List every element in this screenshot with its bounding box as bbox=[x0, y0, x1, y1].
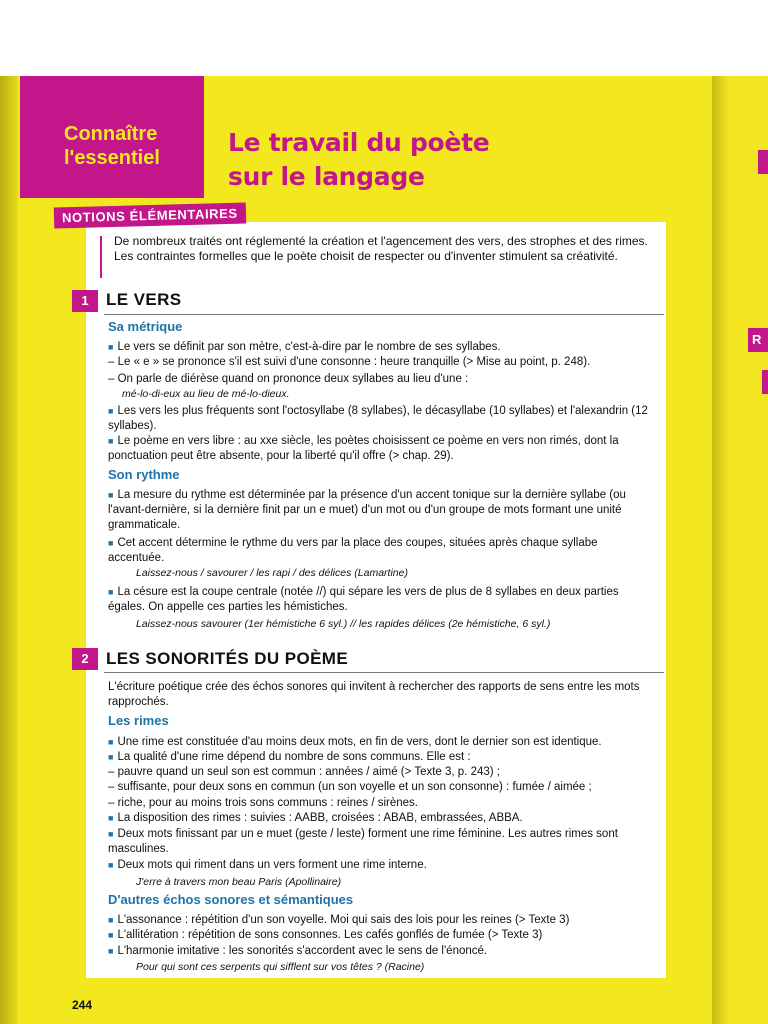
facing-page-letter: R bbox=[748, 328, 768, 352]
paragraph: ■ La disposition des rimes : suivies : AABB, croisées : ABAB, embrassées, ABBA. bbox=[108, 812, 523, 824]
paragraph: ■ Le poème en vers libre : au xxe siècle, les poètes choisissent ce poème en vers non rimés, dont la ponctuation peut être absente, pour la liberté qu'il offre (> chap. 29). bbox=[108, 435, 619, 462]
subsection-title: Les rimes bbox=[108, 713, 169, 728]
example: J'erre à travers mon beau Paris (Apollinaire) bbox=[136, 876, 342, 888]
subsection-title: D'autres échos sonores et sémantiques bbox=[108, 892, 354, 907]
facing-page bbox=[712, 76, 768, 1024]
section-number: 1 bbox=[72, 290, 98, 312]
paragraph: ■ La qualité d'une rime dépend du nombre de sons communs. Elle est : bbox=[108, 751, 471, 763]
paragraph: ■ L'assonance : répétition d'un son voyelle. Moi qui sais des lois pour les reines (> Texte 3) bbox=[108, 914, 570, 926]
paragraph: ■ Le vers se définit par son mètre, c'est-à-dire par le nombre de ses syllabes. bbox=[108, 341, 501, 353]
paragraph: – riche, pour au moins trois sons communs : reines / sirènes. bbox=[108, 797, 418, 809]
paragraph: L'écriture poétique crée des échos sonores qui invitent à rechercher des rapports de sens entre les mots rapprochés. bbox=[108, 681, 640, 708]
book-spine bbox=[0, 76, 18, 1024]
chapter-kicker: Connaître l'essentiel bbox=[64, 123, 160, 169]
section-rule bbox=[104, 314, 664, 315]
paragraph: ■ La césure est la coupe centrale (notée //) qui sépare les vers de plus de 8 syllabes en deux parties égales. On appelle ces parties les hémistiches. bbox=[108, 586, 619, 613]
paragraph: ■ Deux mots qui riment dans un vers forment une rime interne. bbox=[108, 859, 427, 871]
paragraph: – Le « e » se prononce s'il est suivi d'une consonne : heure tranquille (> Mise au point, p. 248). bbox=[108, 356, 591, 368]
subsection-title: Son rythme bbox=[108, 467, 180, 482]
page-title: Le travail du poète sur le langage bbox=[228, 128, 490, 191]
paragraph: – pauvre quand un seul son est commun : années / aimé (> Texte 3, p. 243) ; bbox=[108, 766, 500, 778]
section-title: LE VERS bbox=[106, 290, 182, 309]
paragraph: ■ L'allitération : répétition de sons consonnes. Les cafés gonflés de fumée (> Texte 3) bbox=[108, 929, 543, 941]
paragraph: ■ Cet accent détermine le rythme du vers par la place des coupes, situées après chaque syllabe accentuée. bbox=[108, 537, 598, 564]
facing-page-tab-2 bbox=[762, 370, 768, 394]
paragraph: ■ La mesure du rythme est déterminée par la présence d'un accent tonique sur la dernière syllabe (ou l'avant-dernière, si la dernière finit par un e muet) d'un mot ou d'un groupe de mots formant une unité grammaticale. bbox=[108, 489, 626, 531]
example: Pour qui sont ces serpents qui sifflent sur vos têtes ? (Racine) bbox=[136, 961, 425, 973]
page-number: 244 bbox=[72, 998, 93, 1012]
subsection-title: Sa métrique bbox=[108, 319, 183, 334]
intro-rule bbox=[100, 236, 102, 278]
example: mé-lo-di-eux au lieu de mé-lo-dieux. bbox=[122, 388, 290, 400]
paragraph: ■ Une rime est constituée d'au moins deux mots, en fin de vers, dont le dernier son est identique. bbox=[108, 736, 602, 748]
scan-margin bbox=[0, 0, 768, 76]
paragraph: ■ L'harmonie imitative : les sonorités s'accordent avec le sens de l'énoncé. bbox=[108, 945, 488, 957]
paragraph: ■ Les vers les plus fréquents sont l'octosyllabe (8 syllabes), le décasyllabe (10 syllabes) et l'alexandrin (12 syllabes). bbox=[108, 405, 648, 432]
facing-page-tab bbox=[758, 150, 768, 174]
paragraph: ■ Deux mots finissant par un e muet (geste / leste) forment une rime féminine. Les autres rimes sont masculines. bbox=[108, 828, 618, 855]
intro-text: De nombreux traités ont réglementé la création et l'agencement des vers, des strophes et des rimes. Les contraintes formelles que le poète choisit de respecter ou d'inventer stimulent sa créativité. bbox=[114, 234, 648, 263]
section-banner: NOTIONS ÉLÉMENTAIRES bbox=[54, 202, 246, 228]
section-title: LES SONORITÉS DU POÈME bbox=[106, 649, 349, 668]
paragraph: – suffisante, pour deux sons en commun (un son voyelle et un son consonne) : fumée / aimée ; bbox=[108, 781, 592, 793]
section-rule bbox=[104, 672, 664, 673]
paragraph: – On parle de diérèse quand on prononce deux syllabes au lieu d'une : bbox=[108, 373, 469, 385]
example: Laissez-nous savourer (1er hémistiche 6 syl.) // les rapides délices (2e hémistiche, 6 syl.) bbox=[136, 618, 551, 630]
example: Laissez-nous / savourer / les rapi / des délices (Lamartine) bbox=[136, 567, 408, 579]
section-number: 2 bbox=[72, 648, 98, 670]
